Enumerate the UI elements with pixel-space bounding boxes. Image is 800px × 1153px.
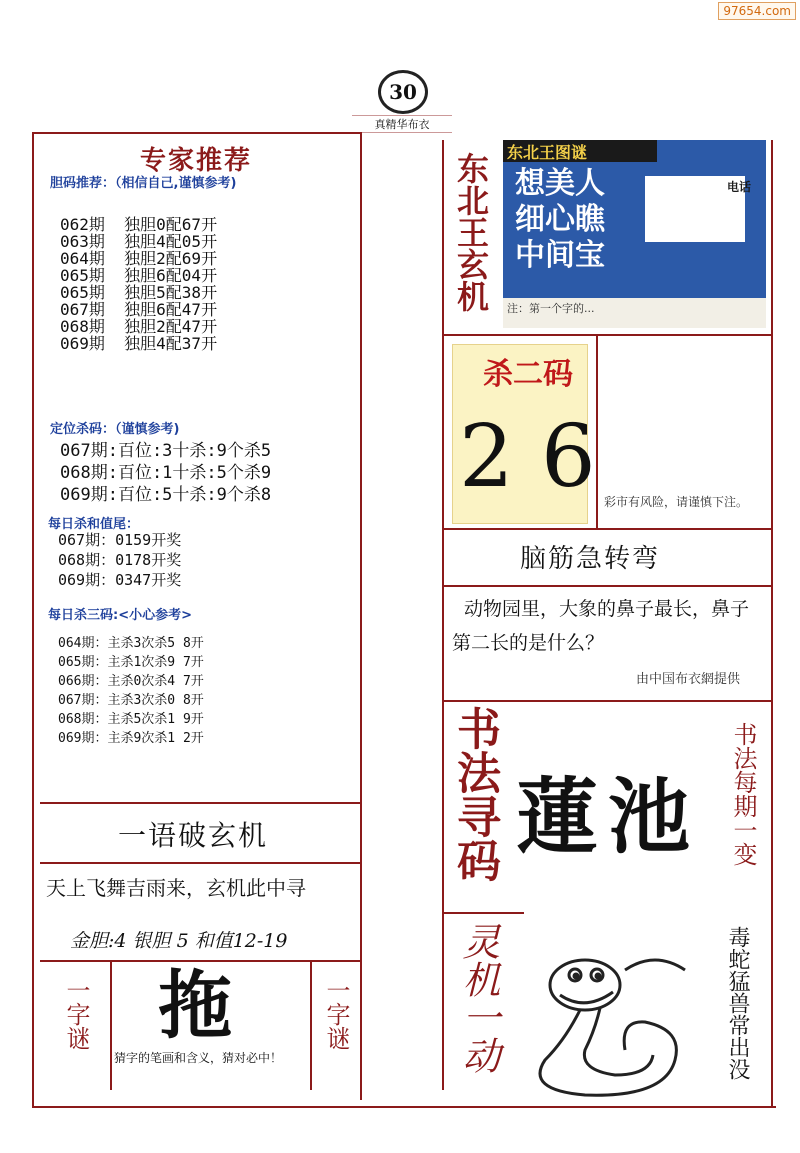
riddle-text: 天上飞舞吉雨来，玄机此中寻	[46, 876, 306, 900]
sum-label: 每日杀和值尾：	[48, 517, 140, 532]
dan-row: 065期 独胆5配38开	[60, 283, 218, 302]
three-label: 每日杀三码:<小心参考>	[48, 608, 192, 623]
sum-row: 069期：0347开奖	[58, 571, 182, 589]
dan-list	[60, 216, 217, 352]
divider-word-left	[110, 960, 112, 1090]
calligraphy-title: 书法寻码	[449, 706, 500, 882]
three-row: 064期：主杀3次杀5 8开	[58, 636, 204, 651]
riddle-summary: 金胆:4 银胆 5 和值12-19	[70, 930, 288, 952]
kill-two-digits: 2 6	[459, 407, 596, 507]
brain-title: 脑筋急转弯	[520, 544, 661, 574]
riddle-title: 一语破玄机	[118, 819, 269, 852]
dan-row: 068期 独胆2配47开	[60, 317, 218, 336]
snake-caption: 毒蛇猛兽常出没	[725, 926, 750, 1080]
position-list	[60, 440, 271, 506]
dan-row: 067期 独胆6配47开	[60, 300, 218, 319]
divider-summary	[40, 960, 362, 962]
dan-row: 062期 独胆0配67开	[60, 215, 218, 234]
sum-row: 068期：0178开奖	[58, 551, 182, 569]
three-row: 066期：主杀0次杀4 7开	[58, 674, 204, 689]
northeast-title: 东北王玄机	[452, 152, 490, 312]
logo-mark: 30	[389, 80, 417, 104]
divider-riddle	[40, 862, 362, 864]
divider-calli	[444, 700, 772, 702]
divider-brain-mid	[444, 585, 772, 587]
right-col-left-border	[442, 140, 444, 1090]
site-tag[interactable]: 97654.com	[718, 2, 796, 20]
word-riddle-hint: 猜字的笔画和含义，猜对必中！	[114, 1051, 283, 1065]
snake-illustration	[525, 930, 720, 1100]
inspiration-label: 灵机一动	[456, 922, 500, 1074]
dan-row: 069期 独胆4配37开	[60, 334, 218, 353]
divider-word-right	[310, 960, 312, 1090]
calligraphy-side-note: 书法每期一变	[729, 722, 757, 866]
dan-row: 064期 独胆2配69开	[60, 249, 218, 268]
brain-credit: 由中国布衣網提供	[636, 672, 741, 687]
left-border	[32, 132, 34, 1107]
three-row: 068期：主杀5次杀1 9开	[58, 712, 204, 727]
dan-label: 胆码推荐：（相信自己,谨慎参考)	[50, 176, 237, 191]
northeast-line: 细心瞧	[515, 202, 605, 237]
position-row: 068期:百位:1十杀:5个杀9	[60, 463, 272, 483]
brain-question: 动物园里，大象的鼻子最长，鼻子第二长的是什么？	[452, 598, 750, 654]
position-label: 定位杀码：（谨慎参考)	[50, 422, 180, 437]
word-riddle-label-right: 一字谜	[322, 978, 350, 1050]
dan-row: 063期 独胆4配05开	[60, 232, 218, 251]
three-row: 065期：主杀1次杀9 7开	[58, 655, 204, 670]
expert-title: 专家推荐	[140, 146, 253, 176]
kill-two-box	[452, 344, 596, 524]
right-border	[771, 140, 773, 1108]
snake-icon	[540, 960, 685, 1095]
three-list	[58, 634, 204, 748]
sum-row: 067期：0159开奖	[58, 531, 182, 549]
divider-kill	[444, 334, 772, 336]
northeast-line: 中间宝	[515, 238, 605, 273]
northeast-phone-label: 电话	[727, 180, 752, 194]
divider-kill-vert	[596, 334, 598, 528]
word-riddle-char: 拖	[158, 963, 232, 1049]
word-riddle-label-left: 一字谜	[62, 978, 90, 1050]
position-row: 067期:百位:3十杀:9个杀5	[60, 441, 272, 461]
northeast-image	[503, 140, 766, 328]
top-border-left	[32, 132, 362, 134]
divider-bottom-right	[444, 912, 524, 914]
three-row: 069期：主杀9次杀1 2开	[58, 731, 204, 746]
left-col-right-border	[360, 132, 362, 1100]
kill-two-warning: 彩市有风险，请谨慎下注。	[604, 495, 749, 509]
northeast-note: 注：第一个字的...	[503, 298, 766, 328]
three-row: 067期：主杀3次杀0 8开	[58, 693, 204, 708]
divider-brain-top	[444, 528, 772, 530]
northeast-line: 想美人	[515, 166, 605, 201]
northeast-banner: 东北王图谜	[503, 140, 657, 162]
northeast-big-text	[515, 166, 605, 274]
dan-row: 065期 独胆6配04开	[60, 266, 218, 285]
logo	[378, 70, 428, 114]
position-row: 069期:百位:5十杀:9个杀8	[60, 485, 272, 505]
calligraphy-chars: 蓮池	[516, 769, 701, 865]
kill-two-label: 杀二码	[483, 357, 573, 392]
sum-list	[58, 530, 181, 590]
divider-expert	[40, 802, 362, 804]
logo-caption: 真精华布衣	[352, 115, 452, 133]
bottom-border	[32, 1106, 776, 1108]
